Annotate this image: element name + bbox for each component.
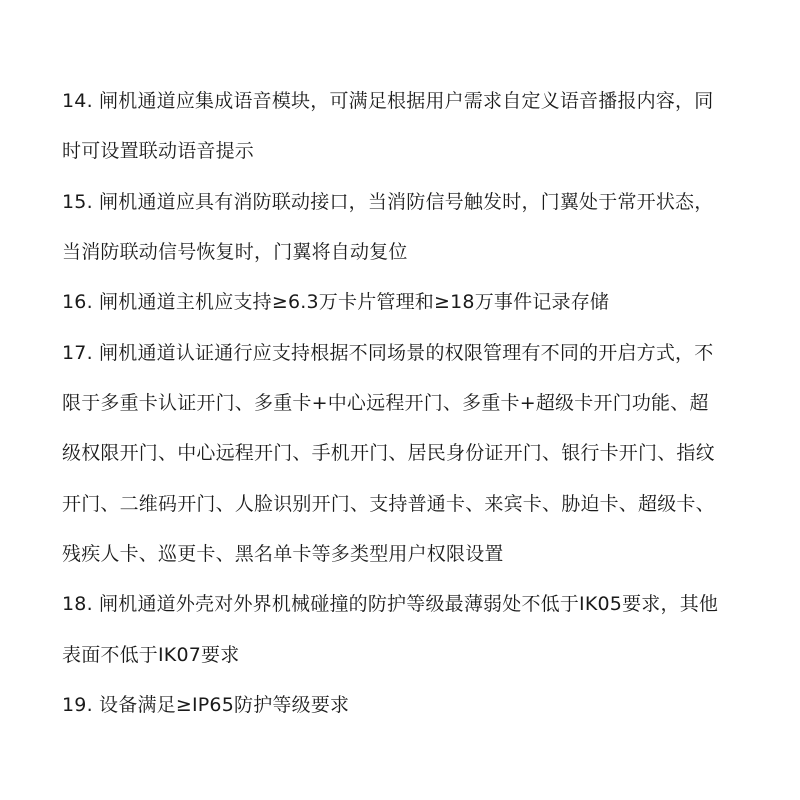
item-17-line-4: 开门、二维码开门、人脸识别开门、支持普通卡、来宾卡、胁迫卡、超级卡、 (62, 493, 715, 515)
item-16-line-1: 16. 闸机通道主机应支持≥6.3万卡片管理和≥18万事件记录存储 (62, 291, 610, 313)
item-19-line-1: 19. 设备满足≥IP65防护等级要求 (62, 694, 350, 716)
item-17-line-2: 限于多重卡认证开门、多重卡+中心远程开门、多重卡+超级卡开门功能、超 (62, 392, 709, 414)
item-18-line-1: 18. 闸机通道外壳对外界机械碰撞的防护等级最薄弱处不低于IK05要求，其他 (62, 593, 719, 615)
item-17-line-3: 级权限开门、中心远程开门、手机开门、居民身份证开门、银行卡开门、指纹 (62, 442, 715, 464)
item-15-line-1: 15. 闸机通道应具有消防联动接口，当消防信号触发时，门翼处于常开状态， (62, 191, 714, 213)
item-15-line-2: 当消防联动信号恢复时，门翼将自动复位 (62, 241, 408, 263)
item-14-line-2: 时可设置联动语音提示 (62, 140, 255, 162)
item-17-line-1: 17. 闸机通道认证通行应支持根据不同场景的权限管理有不同的开启方式，不 (62, 342, 714, 364)
item-18-line-2: 表面不低于IK07要求 (62, 644, 240, 666)
item-14-line-1: 14. 闸机通道应集成语音模块，可满足根据用户需求自定义语音播报内容，同 (62, 90, 714, 112)
item-17-line-5: 残疾人卡、巡更卡、黑名单卡等多类型用户权限设置 (62, 543, 504, 565)
